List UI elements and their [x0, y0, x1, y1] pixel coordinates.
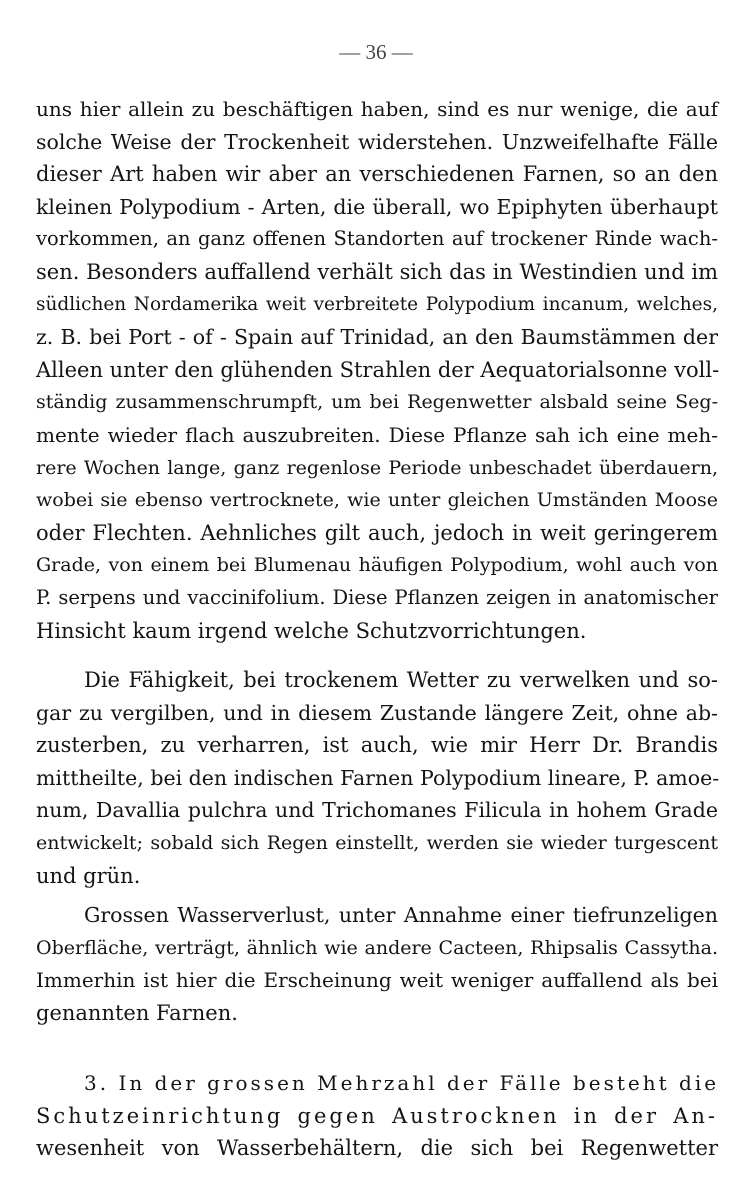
text-line: wobei sie ebenso vertrocknete, wie unter gleichen Umständen Moose — [36, 489, 718, 512]
text-line: P. serpens und vaccinifolium. Diese Pflanzen zeigen in anatomischer — [36, 585, 718, 609]
text-line: Hinsicht kaum irgend welche Schutzvorrichtungen. — [36, 618, 587, 643]
text-line: 3. In der grossen Mehrzahl der Fälle besteht die — [84, 1071, 720, 1095]
text-line: rere Wochen lange, ganz regenlose Periode unbeschadet überdauern, — [36, 456, 718, 479]
paragraph-section-3 — [36, 1067, 718, 1165]
text-line: vorkommen, an ganz offenen Standorten auf trockener Rinde wach- — [36, 227, 718, 251]
paragraph-wilting-ferns — [36, 664, 718, 892]
text-line: sen. Besonders auffallend verhält sich das in Westindien und im — [36, 259, 718, 284]
text-line: Grossen Wasserverlust, unter Annahme einer tiefrunzeligen — [84, 903, 718, 927]
page-number: — 36 — — [339, 40, 413, 64]
text-line: Alleen unter den glühenden Strahlen der Aequatorialsonne voll- — [36, 357, 720, 382]
text-line: wesenheit von Wasserbehältern, die sich bei Regenwetter — [36, 1136, 718, 1161]
text-line: Immerhin ist hier die Erscheinung weit weniger auffallend als bei — [36, 968, 718, 993]
text-line: Die Fähigkeit, bei trockenem Wetter zu verwelken und so- — [84, 668, 718, 692]
text-line: solche Weise der Trockenheit widerstehen. Unzweifelhafte Fälle — [36, 129, 718, 154]
text-line: dieser Art haben wir aber an verschiedenen Farnen, so an den — [36, 162, 718, 187]
text-line: zusterben, zu verharren, ist auch, wie mir Herr Dr. Brandis — [36, 733, 718, 758]
text-line: z. B. bei Port - of - Spain auf Trinidad, an den Baumstämmen der — [36, 325, 718, 350]
text-line: mittheilte, bei den indischen Farnen Polypodium lineare, P. amoe- — [36, 765, 720, 790]
paragraph-epiphyte-drought — [36, 93, 718, 647]
text-line: Oberfläche, verträgt, ähnlich wie andere Cacteen, Rhipsalis Cassytha. — [36, 936, 718, 959]
paragraph-rhipsalis — [36, 899, 718, 1029]
text-line: uns hier allein zu beschäftigen haben, sind es nur wenige, die auf — [36, 97, 718, 121]
text-line: ständig zusammenschrumpft, um bei Regenwetter alsbald seine Seg- — [36, 391, 718, 414]
text-line: num, Davallia pulchra und Trichomanes Filicula in hohem Grade — [36, 798, 718, 823]
text-line: Schutzeinrichtung gegen Austrocknen in der An- — [36, 1103, 718, 1128]
text-line: entwickelt; sobald sich Regen einstellt, werden sie wieder turgescent — [36, 831, 718, 854]
text-line: Grade, von einem bei Blumenau häufigen Polypodium, wohl auch von — [36, 554, 718, 577]
text-line: mente wieder flach auszubreiten. Diese Pflanze sah ich eine meh- — [36, 422, 718, 447]
text-line: südlichen Nordamerika weit verbreitete Polypodium incanum, welches, — [36, 293, 718, 315]
text-line: gar zu vergilben, und in diesem Zustande längere Zeit, ohne ab- — [36, 700, 718, 725]
text-line: und grün. — [36, 863, 141, 888]
text-line: oder Flechten. Aehnliches gilt auch, jedoch in weit geringerem — [36, 520, 718, 545]
text-line: kleinen Polypodium - Arten, die überall, wo Epiphyten überhaupt — [36, 194, 718, 219]
text-line: genannten Farnen. — [36, 1000, 238, 1025]
